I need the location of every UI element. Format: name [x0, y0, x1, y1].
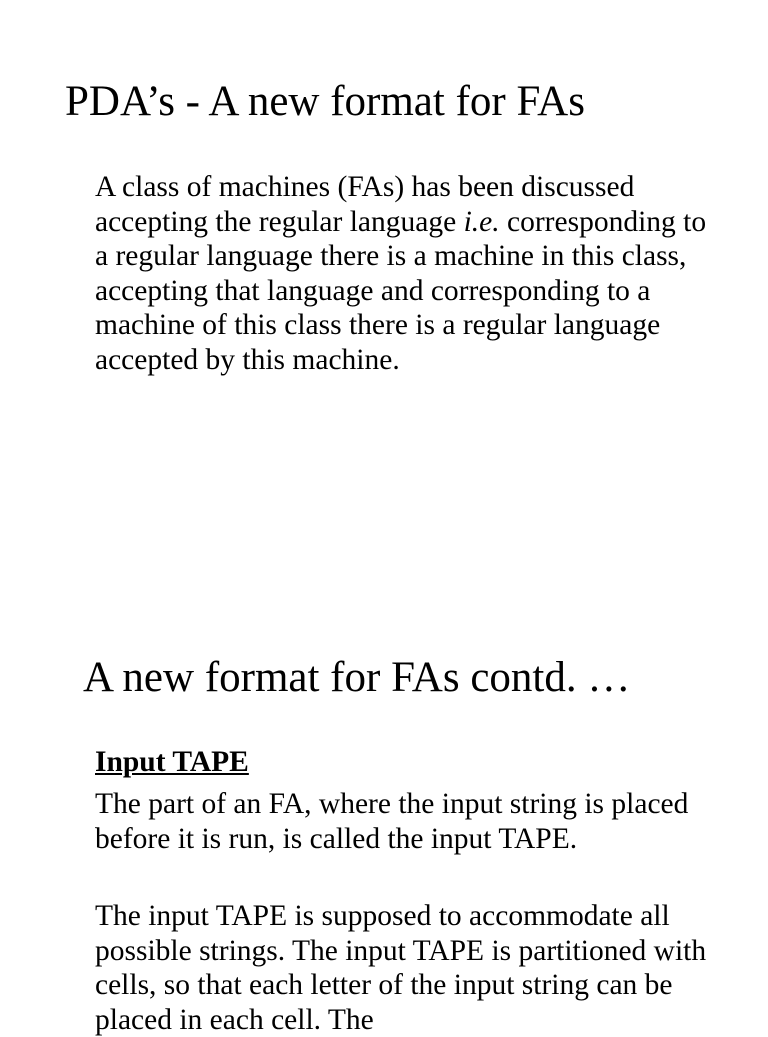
input-tape-description: The input TAPE is supposed to accommodate all possible strings. The input TAPE is partitioned with cells, so that each letter of the input string can be placed in each cell. The [95, 900, 707, 1036]
input-tape-heading: Input TAPE [95, 746, 249, 778]
slide-title: PDA’s - A new format for FAs [65, 78, 585, 125]
input-tape-definition: The part of an FA, where the input string is placed before it is run, is called the input TAPE. [95, 788, 689, 855]
intro-text-end: corresponding to a regular language there is a machine in this class, accepting that language and corresponding to a machine of this class there is a regular language accepted by this machine. [95, 205, 707, 376]
section-title: A new format for FAs contd. … [83, 654, 631, 701]
intro-paragraph [95, 170, 715, 377]
intro-text-emphasis: i.e. [463, 205, 500, 238]
intro-text-start: A class of machines (FAs) has been discussed accepting the regular language [95, 171, 635, 238]
